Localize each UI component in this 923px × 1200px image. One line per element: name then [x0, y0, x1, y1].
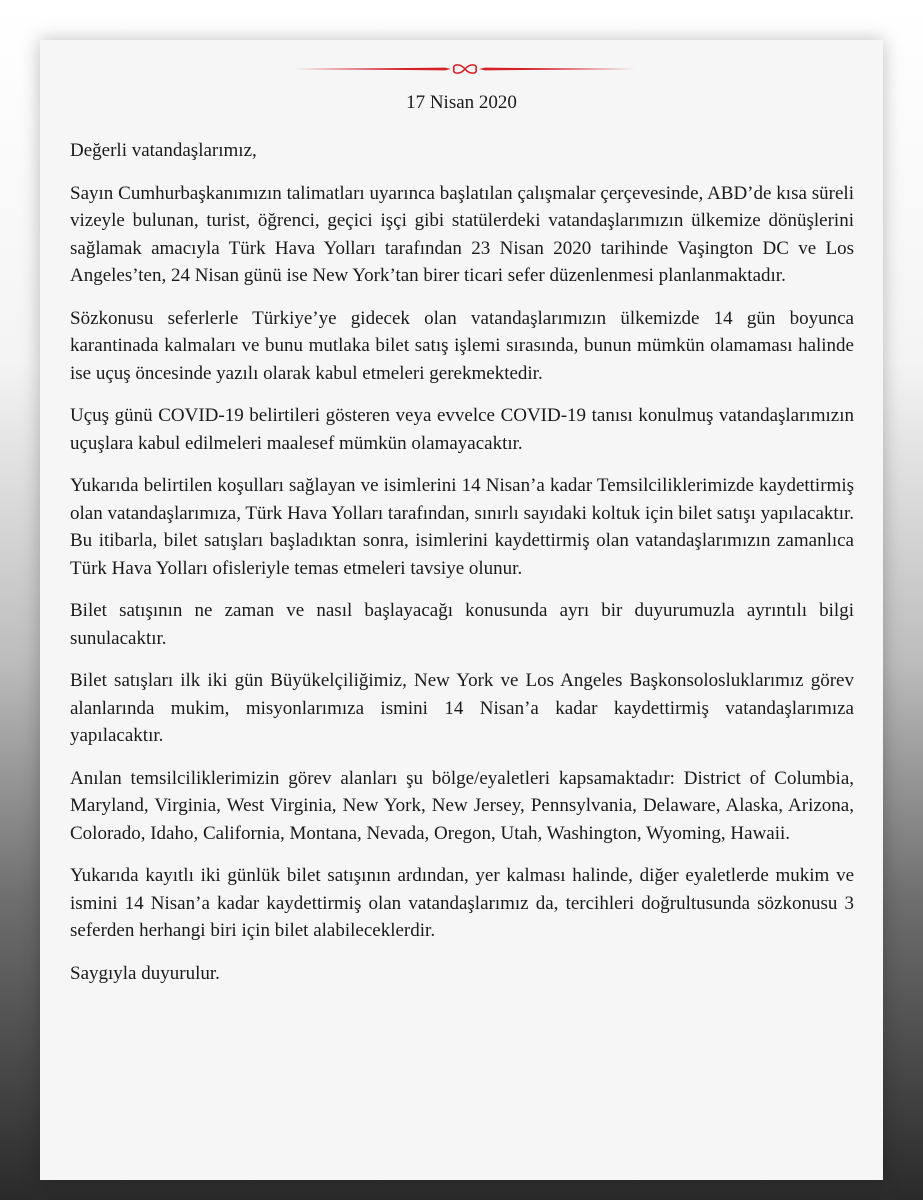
letter-date: 17 Nisan 2020 [406, 92, 517, 113]
paragraph-3: Uçuş günü COVID-19 belirtileri gösteren veya evvelce COVID-19 tanısı konulmuş vatandaşlarımızın uçuşlara kabul edilmeleri maalesef mümkün olamayacaktır. [70, 405, 854, 454]
paragraph-5: Bilet satışının ne zaman ve nasıl başlayacağı konusunda ayrı bir duyurumuzla ayrıntılı bilgi sunulacaktır. [70, 600, 854, 649]
paragraph-8: Yukarıda kayıtlı iki günlük bilet satışının ardından, yer kalması halinde, diğer eyaletlerde mukim ve ismini 14 Nisan’a kadar kaydettirmiş olan vatandaşlarımız da, tercihleri doğrultusunda sözkonusu 3 seferden herhangi biri için bilet alabileceklerdir. [70, 865, 854, 941]
salutation: Değerli vatandaşlarımız, [70, 140, 257, 161]
paragraph-6: Bilet satışları ilk iki gün Büyükelçiliğimiz, New York ve Los Angeles Başkonsolosluklarımız görev alanlarında mukim, misyonlarımıza ismini 14 Nisan’a kadar kaydettirmiş vatandaşlarımıza yapılacaktır. [70, 670, 854, 746]
paragraph-4: Yukarıda belirtilen koşulları sağlayan ve isimlerini 14 Nisan’a kadar Temsilciliklerimizde kaydettirmiş olan vatandaşlarımıza, Türk Hava Yolları tarafından, sınırlı sayıdaki koltuk için bilet satışı yapılacaktır. Bu itibarla, bilet satışları başladıktan sonra, isimlerini kaydettirmiş olan vatandaşlarımızın zamanlıca Türk Hava Yolları ofisleriyle temas etmeleri tavsiye olunur. [70, 475, 854, 579]
paragraph-2: Sözkonusu seferlerle Türkiye’ye gidecek olan vatandaşlarımızın ülkemizde 14 gün boyunca karantinada kalmaları ve bunu mutlaka bilet satış işlemi sırasında, bunun mümkün olamaması halinde ise uçuş öncesinde yazılı olarak kabul etmeleri gerekmektedir. [70, 307, 854, 384]
paragraph-1: Sayın Cumhurbaşkanımızın talimatları uyarınca başlatılan çalışmalar çerçevesinde, ABD’de kısa süreli vizeyle bulunan, turist, öğrenci, geçici işçi gibi statülerdeki vatandaşlarımızın ülkemize dönüşlerini sağlamak amacıyla Türk Hava Yolları tarafından 23 Nisan 2020 tarihinde Vaşington DC ve Los Angeles’ten, 24 Nisan günü ise New York’tan birer ticari sefer düzenlenmesi planlanmaktadır. [70, 182, 854, 286]
paragraph-7: Anılan temsilciliklerimizin görev alanları şu bölge/eyaletleri kapsamaktadır: District of Columbia, Maryland, Virginia, West Virginia, New York, New Jersey, Pennsylvania, Delaware, Alaska, Arizona, Colorado, Idaho, California, Montana, Nevada, Oregon, Utah, Washington, Wyoming, Hawaii. [70, 767, 854, 844]
closing-line: Saygıyla duyurulur. [70, 962, 220, 984]
letter-body [70, 137, 854, 987]
letter-page [40, 40, 883, 1180]
red-divider-ornament [295, 62, 635, 76]
